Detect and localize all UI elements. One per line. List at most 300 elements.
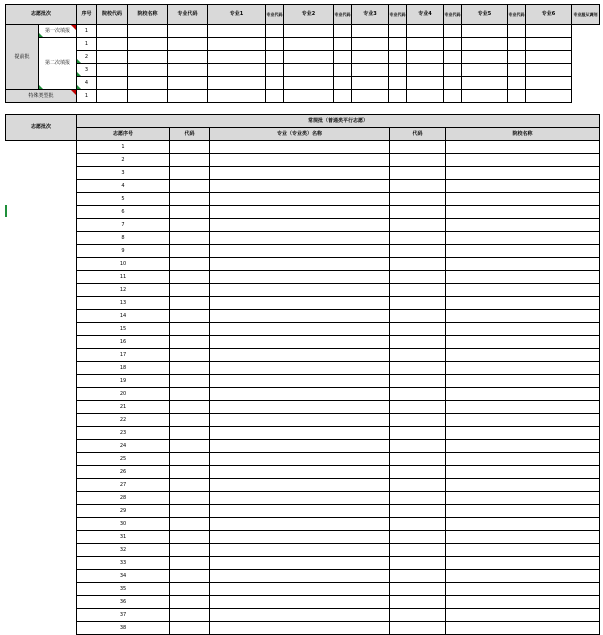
input-cell[interactable] [210, 557, 390, 570]
input-cell[interactable] [128, 77, 168, 90]
input-cell[interactable] [389, 25, 407, 38]
input-cell[interactable] [210, 531, 390, 544]
row-seq-cell: 5 [77, 193, 170, 206]
input-cell[interactable] [390, 544, 446, 557]
input-cell[interactable] [407, 38, 444, 51]
row-seq-cell: 3 [77, 167, 170, 180]
left-blank-cell [6, 336, 77, 349]
input-cell[interactable] [390, 401, 446, 414]
input-cell[interactable] [446, 323, 600, 336]
input-cell[interactable] [390, 531, 446, 544]
input-cell[interactable] [390, 245, 446, 258]
input-cell[interactable] [390, 180, 446, 193]
input-cell[interactable] [266, 38, 284, 51]
input-cell[interactable] [407, 90, 444, 103]
left-blank-cell [6, 180, 77, 193]
input-cell[interactable] [446, 297, 600, 310]
header-major-4: 专业4 [407, 5, 444, 25]
input-cell[interactable] [446, 193, 600, 206]
input-cell[interactable] [170, 284, 210, 297]
seq-cell: 4 [77, 77, 97, 90]
input-cell[interactable] [210, 401, 390, 414]
input-cell[interactable] [446, 466, 600, 479]
input-cell[interactable] [390, 323, 446, 336]
input-cell[interactable] [390, 388, 446, 401]
input-cell[interactable] [390, 427, 446, 440]
input-cell[interactable] [446, 596, 600, 609]
input-cell[interactable] [446, 154, 600, 167]
input-cell[interactable] [210, 544, 390, 557]
row-seq-cell: 28 [77, 492, 170, 505]
input-cell[interactable] [284, 25, 334, 38]
input-cell[interactable] [446, 609, 600, 622]
input-cell[interactable] [446, 427, 600, 440]
round2-label[interactable]: 第二次填报 [39, 38, 77, 90]
input-cell[interactable] [170, 154, 210, 167]
input-cell[interactable] [210, 596, 390, 609]
input-cell[interactable] [128, 38, 168, 51]
table-row [6, 492, 600, 505]
input-cell[interactable] [210, 362, 390, 375]
input-cell[interactable] [352, 77, 389, 90]
input-cell[interactable] [446, 479, 600, 492]
input-cell[interactable] [170, 414, 210, 427]
input-cell[interactable] [284, 51, 334, 64]
input-cell[interactable] [446, 336, 600, 349]
input-cell[interactable] [284, 90, 334, 103]
input-cell[interactable] [208, 90, 266, 103]
input-cell[interactable] [168, 25, 208, 38]
input-cell[interactable] [508, 77, 526, 90]
special-batch-label[interactable]: 特殊类型批 [6, 90, 77, 103]
input-cell[interactable] [390, 310, 446, 323]
input-cell[interactable] [389, 64, 407, 77]
input-cell[interactable] [526, 51, 572, 64]
input-cell[interactable] [210, 518, 390, 531]
input-cell[interactable] [390, 297, 446, 310]
input-cell[interactable] [168, 64, 208, 77]
input-cell[interactable] [390, 258, 446, 271]
input-cell[interactable] [210, 323, 390, 336]
input-cell[interactable] [210, 297, 390, 310]
input-cell[interactable] [210, 258, 390, 271]
input-cell[interactable] [446, 622, 600, 635]
input-cell[interactable] [446, 544, 600, 557]
input-cell[interactable] [390, 453, 446, 466]
input-cell[interactable] [334, 90, 352, 103]
input-cell[interactable] [170, 609, 210, 622]
input-cell[interactable] [97, 38, 128, 51]
input-cell[interactable] [334, 51, 352, 64]
input-cell[interactable] [266, 77, 284, 90]
input-cell[interactable] [390, 206, 446, 219]
row-seq-cell: 27 [77, 479, 170, 492]
input-cell[interactable] [446, 310, 600, 323]
input-cell[interactable] [389, 51, 407, 64]
input-cell[interactable] [390, 609, 446, 622]
input-cell[interactable] [170, 388, 210, 401]
row-seq-cell: 4 [77, 180, 170, 193]
input-cell[interactable] [390, 466, 446, 479]
input-cell[interactable] [170, 310, 210, 323]
input-cell[interactable] [390, 622, 446, 635]
input-cell[interactable] [208, 38, 266, 51]
input-cell[interactable] [170, 206, 210, 219]
input-cell[interactable] [97, 77, 128, 90]
row-seq-cell: 29 [77, 505, 170, 518]
input-cell[interactable] [446, 167, 600, 180]
input-cell[interactable] [170, 557, 210, 570]
input-cell[interactable] [97, 90, 128, 103]
left-blank-cell [6, 453, 77, 466]
table-row [6, 375, 600, 388]
input-cell[interactable] [446, 284, 600, 297]
table-row [6, 323, 600, 336]
input-cell[interactable] [210, 583, 390, 596]
header-adjust: 专业服从调剂 [572, 5, 600, 25]
input-cell[interactable] [390, 362, 446, 375]
left-blank-cell [6, 284, 77, 297]
input-cell[interactable] [170, 258, 210, 271]
input-cell[interactable] [208, 77, 266, 90]
input-cell[interactable] [170, 336, 210, 349]
input-cell[interactable] [170, 544, 210, 557]
input-cell[interactable] [168, 38, 208, 51]
left-blank-cell [6, 245, 77, 258]
input-cell[interactable] [508, 51, 526, 64]
input-cell[interactable] [446, 492, 600, 505]
input-cell[interactable] [210, 414, 390, 427]
input-cell[interactable] [390, 232, 446, 245]
input-cell[interactable] [352, 38, 389, 51]
input-cell[interactable] [170, 622, 210, 635]
input-cell[interactable] [210, 492, 390, 505]
input-cell[interactable] [390, 219, 446, 232]
left-blank-cell [6, 466, 77, 479]
input-cell[interactable] [170, 596, 210, 609]
input-cell[interactable] [352, 51, 389, 64]
input-cell[interactable] [446, 232, 600, 245]
input-cell[interactable] [390, 570, 446, 583]
input-cell[interactable] [170, 427, 210, 440]
input-cell[interactable] [446, 271, 600, 284]
input-cell[interactable] [170, 466, 210, 479]
input-cell[interactable] [462, 51, 508, 64]
input-cell[interactable] [444, 90, 462, 103]
input-cell[interactable] [170, 323, 210, 336]
input-cell[interactable] [170, 479, 210, 492]
input-cell[interactable] [389, 77, 407, 90]
input-cell[interactable] [444, 51, 462, 64]
input-cell[interactable] [446, 219, 600, 232]
table-row [6, 557, 600, 570]
input-cell[interactable] [334, 38, 352, 51]
input-cell[interactable] [407, 77, 444, 90]
table-row [6, 440, 600, 453]
input-cell[interactable] [97, 51, 128, 64]
input-cell[interactable] [446, 245, 600, 258]
input-cell[interactable] [170, 453, 210, 466]
left-blank-cell [6, 219, 77, 232]
input-cell[interactable] [390, 479, 446, 492]
input-cell[interactable] [210, 336, 390, 349]
header-major-2: 专业2 [284, 5, 334, 25]
input-cell[interactable] [407, 25, 444, 38]
input-cell[interactable] [168, 90, 208, 103]
input-cell[interactable] [210, 154, 390, 167]
input-cell[interactable] [446, 388, 600, 401]
input-cell[interactable] [170, 245, 210, 258]
input-cell[interactable] [446, 570, 600, 583]
input-cell[interactable] [446, 414, 600, 427]
row-seq-cell: 23 [77, 427, 170, 440]
input-cell[interactable] [170, 271, 210, 284]
row-seq-cell: 32 [77, 544, 170, 557]
input-cell[interactable] [444, 77, 462, 90]
header-major-code-3: 专业代码 [334, 5, 352, 25]
input-cell[interactable] [390, 557, 446, 570]
input-cell[interactable] [210, 232, 390, 245]
input-cell[interactable] [446, 440, 600, 453]
input-cell[interactable] [390, 414, 446, 427]
col-header-major-name: 专业（专业类）名称 [210, 128, 390, 141]
input-cell[interactable] [352, 25, 389, 38]
row-seq-cell: 10 [77, 258, 170, 271]
left-blank-cell [6, 141, 77, 154]
input-cell[interactable] [210, 219, 390, 232]
input-cell[interactable] [407, 51, 444, 64]
input-cell[interactable] [446, 557, 600, 570]
input-cell[interactable] [444, 38, 462, 51]
input-cell[interactable] [210, 310, 390, 323]
round1-label[interactable]: 第一次填报 [39, 25, 77, 38]
input-cell[interactable] [210, 388, 390, 401]
input-cell[interactable] [210, 440, 390, 453]
input-cell[interactable] [444, 64, 462, 77]
input-cell[interactable] [508, 90, 526, 103]
input-cell[interactable] [352, 64, 389, 77]
seq-cell: 1 [77, 38, 97, 51]
input-cell[interactable] [508, 38, 526, 51]
input-cell[interactable] [390, 284, 446, 297]
input-cell[interactable] [170, 492, 210, 505]
input-cell[interactable] [208, 64, 266, 77]
input-cell[interactable] [266, 90, 284, 103]
input-cell[interactable] [446, 518, 600, 531]
input-cell[interactable] [170, 167, 210, 180]
input-cell[interactable] [97, 25, 128, 38]
table-row [6, 479, 600, 492]
seq-cell: 3 [77, 64, 97, 77]
input-cell[interactable] [210, 193, 390, 206]
input-cell[interactable] [526, 77, 572, 90]
input-cell[interactable] [170, 583, 210, 596]
input-cell[interactable] [170, 375, 210, 388]
input-cell[interactable] [128, 64, 168, 77]
input-cell[interactable] [526, 90, 572, 103]
input-cell[interactable] [208, 25, 266, 38]
input-cell[interactable] [170, 193, 210, 206]
input-cell[interactable] [210, 570, 390, 583]
input-cell[interactable] [446, 362, 600, 375]
input-cell[interactable] [526, 38, 572, 51]
input-cell[interactable] [446, 531, 600, 544]
input-cell[interactable] [210, 284, 390, 297]
left-blank-cell [6, 193, 77, 206]
input-cell[interactable] [444, 25, 462, 38]
input-cell[interactable] [446, 583, 600, 596]
input-cell[interactable] [210, 609, 390, 622]
header-batch: 志愿批次 [6, 5, 77, 25]
left-blank-cell [6, 531, 77, 544]
input-cell[interactable] [390, 583, 446, 596]
input-cell[interactable] [210, 141, 390, 154]
input-cell[interactable] [526, 64, 572, 77]
input-cell[interactable] [170, 232, 210, 245]
input-cell[interactable] [210, 271, 390, 284]
lower-table-wrap [5, 114, 600, 635]
input-cell[interactable] [210, 180, 390, 193]
input-cell[interactable] [446, 180, 600, 193]
input-cell[interactable] [526, 25, 572, 38]
input-cell[interactable] [390, 167, 446, 180]
row-seq-cell: 18 [77, 362, 170, 375]
input-cell[interactable] [462, 90, 508, 103]
input-cell[interactable] [446, 453, 600, 466]
input-cell[interactable] [390, 518, 446, 531]
input-cell[interactable] [446, 505, 600, 518]
row-seq-cell: 24 [77, 440, 170, 453]
input-cell[interactable] [390, 375, 446, 388]
left-blank-cell [6, 401, 77, 414]
row-seq-cell: 9 [77, 245, 170, 258]
input-cell[interactable] [170, 505, 210, 518]
input-cell[interactable] [170, 141, 210, 154]
seq-cell: 2 [77, 51, 97, 64]
input-cell[interactable] [390, 336, 446, 349]
input-cell[interactable] [390, 492, 446, 505]
input-cell[interactable] [128, 90, 168, 103]
input-cell[interactable] [128, 51, 168, 64]
input-cell[interactable] [170, 180, 210, 193]
table-row [6, 245, 600, 258]
input-cell[interactable] [508, 25, 526, 38]
row-seq-cell: 26 [77, 466, 170, 479]
input-cell[interactable] [446, 206, 600, 219]
left-blank-cell [6, 622, 77, 635]
input-cell[interactable] [128, 25, 168, 38]
table-row [6, 362, 600, 375]
input-cell[interactable] [170, 531, 210, 544]
input-cell[interactable] [352, 90, 389, 103]
input-cell[interactable] [446, 401, 600, 414]
input-cell[interactable] [284, 38, 334, 51]
input-cell[interactable] [210, 349, 390, 362]
input-cell[interactable] [170, 362, 210, 375]
input-cell[interactable] [390, 271, 446, 284]
input-cell[interactable] [407, 64, 444, 77]
col-header-school-code: 代码 [390, 128, 446, 141]
input-cell[interactable] [462, 25, 508, 38]
input-cell[interactable] [210, 206, 390, 219]
left-blank-cell [6, 492, 77, 505]
input-cell[interactable] [210, 427, 390, 440]
input-cell[interactable] [266, 25, 284, 38]
input-cell[interactable] [170, 570, 210, 583]
input-cell[interactable] [390, 154, 446, 167]
input-cell[interactable] [97, 64, 128, 77]
input-cell[interactable] [334, 64, 352, 77]
input-cell[interactable] [208, 51, 266, 64]
input-cell[interactable] [170, 297, 210, 310]
input-cell[interactable] [210, 167, 390, 180]
input-cell[interactable] [266, 64, 284, 77]
input-cell[interactable] [390, 596, 446, 609]
table-row [6, 570, 600, 583]
input-cell[interactable] [170, 518, 210, 531]
input-cell[interactable] [210, 245, 390, 258]
table-row [6, 544, 600, 557]
input-cell[interactable] [334, 77, 352, 90]
input-cell[interactable] [284, 64, 334, 77]
left-blank-cell [6, 349, 77, 362]
row-seq-cell: 11 [77, 271, 170, 284]
col-header-school-name: 院校名称 [446, 128, 600, 141]
input-cell[interactable] [210, 375, 390, 388]
header-major-code-6: 专业代码 [508, 5, 526, 25]
table-row [6, 180, 600, 193]
input-cell[interactable] [284, 77, 334, 90]
input-cell[interactable] [390, 440, 446, 453]
input-cell[interactable] [266, 51, 284, 64]
input-cell[interactable] [462, 38, 508, 51]
input-cell[interactable] [210, 622, 390, 635]
input-cell[interactable] [168, 51, 208, 64]
input-cell[interactable] [389, 38, 407, 51]
left-blank-cell [6, 544, 77, 557]
table-row [6, 297, 600, 310]
input-cell[interactable] [210, 466, 390, 479]
input-cell[interactable] [390, 505, 446, 518]
table-row [6, 622, 600, 635]
input-cell[interactable] [446, 141, 600, 154]
input-cell[interactable] [210, 505, 390, 518]
input-cell[interactable] [210, 453, 390, 466]
left-blank-cell [6, 505, 77, 518]
input-cell[interactable] [390, 141, 446, 154]
input-cell[interactable] [390, 349, 446, 362]
input-cell[interactable] [446, 349, 600, 362]
input-cell[interactable] [390, 193, 446, 206]
input-cell[interactable] [462, 64, 508, 77]
input-cell[interactable] [446, 375, 600, 388]
table-row [6, 284, 600, 297]
input-cell[interactable] [446, 258, 600, 271]
left-blank-cell [6, 297, 77, 310]
input-cell[interactable] [170, 440, 210, 453]
input-cell[interactable] [168, 77, 208, 90]
input-cell[interactable] [170, 349, 210, 362]
input-cell[interactable] [210, 479, 390, 492]
row-seq-cell: 16 [77, 336, 170, 349]
input-cell[interactable] [334, 25, 352, 38]
input-cell[interactable] [508, 64, 526, 77]
input-cell[interactable] [389, 90, 407, 103]
table-row [6, 193, 600, 206]
input-cell[interactable] [462, 77, 508, 90]
input-cell[interactable] [170, 401, 210, 414]
input-cell[interactable] [170, 219, 210, 232]
